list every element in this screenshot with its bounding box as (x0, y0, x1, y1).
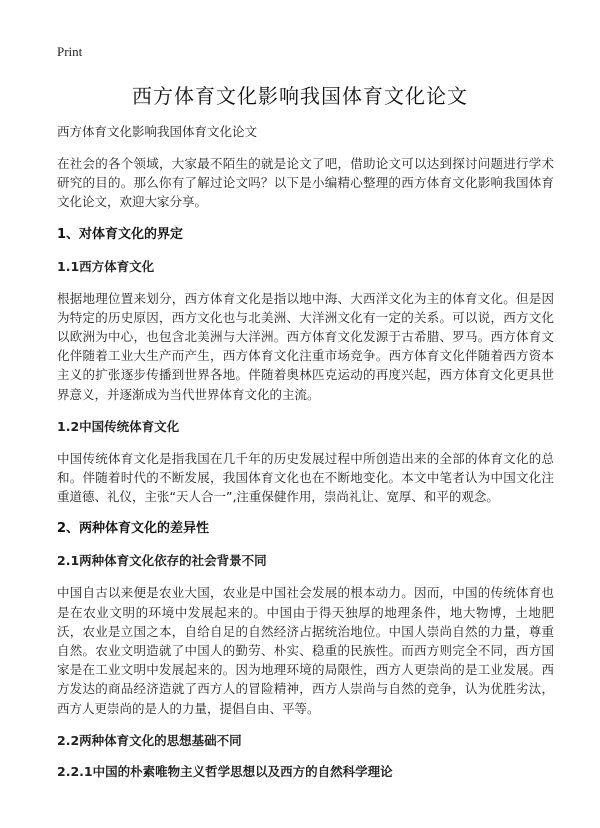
subsection-heading: 1.2中国传统体育文化 (57, 418, 180, 434)
subsection-heading: 2.1两种体育文化依存的社会背景不同 (57, 553, 267, 569)
subsection-heading: 2.2两种体育文化的思想基础不同 (57, 732, 242, 748)
body-paragraph: 中国自古以来便是农业大国，农业是中国社会发展的根本动力。因而，中国的传统体育也是在农业文明的环境中发展起来的。中国由于得天独厚的地理条件，地大物博，土地肥沃，农业是立国之本，自给自足的自然经济占据统治地位。中国人崇尚自然的力量，尊重自然。农业文明造就了中国人的勤劳、朴实、稳重的民族性。而西方则完全不同，西方国家是在工业文明中发展起来的。因为地理环境的局限性，西方人更崇尚的是工业发展。西方发达的商品经济造就了西方人的冒险精神，西方人崇尚与自然的竞争，认为优胜劣汰，西方人更崇尚的是人的力量，提倡自由、平等。 (57, 585, 554, 716)
subsection-heading: 1.1西方体育文化 (57, 258, 155, 274)
intro-paragraph: 在社会的各个领域，大家最不陌生的就是论文了吧，借助论文可以达到探讨问题进行学术研究的目的。那么你有了解过论文吗？以下是小编精心整理的西方体育文化影响我国体育文化论文，欢迎大家分享。 (57, 156, 554, 210)
article-subtitle: 西方体育文化影响我国体育文化论文 (57, 124, 258, 139)
section-heading: 2、两种体育文化的差异性 (57, 521, 210, 537)
page-title: 西方体育文化影响我国体育文化论文 (132, 84, 468, 108)
section-heading: 1、对体育文化的界定 (57, 226, 184, 242)
article-body (57, 122, 554, 781)
print-link[interactable]: Print (57, 44, 83, 59)
body-paragraph: 中国传统体育文化是指我国在几千年的历史发展过程中所创造出来的全部的体育文化的总和。伴随着时代的不断发展，我国体育文化也在不断地变化。本文中笔者认为中国文化注重道德、礼仪，主张“天人合一”,注重保健作用，崇尚礼让、宽厚、和平的观念。 (57, 450, 554, 505)
body-paragraph: 根据地理位置来划分，西方体育文化是指以地中海、大西洋文化为主的体育文化。但是因为特定的历史原因，西方文化也与北美洲、大洋洲文化有一定的关系。可以说，西方文化以欧洲为中心，也包含北美洲与大洋洲。西方体育文化发源于古希腊、罗马。西方体育文化伴随着工业大生产而产生，西方体育文化注重市场竞争。西方体育文化伴随着西方资本主义的扩张逐步传播到世界各地。伴随着奥林匹克运动的再度兴起，西方体育文化更具世界意义，并逐渐成为当代世界体育文化的主流。 (57, 290, 554, 402)
subsubsection-heading: 2.2.1中国的朴素唯物主义哲学思想以及西方的自然科学理论 (57, 763, 393, 779)
